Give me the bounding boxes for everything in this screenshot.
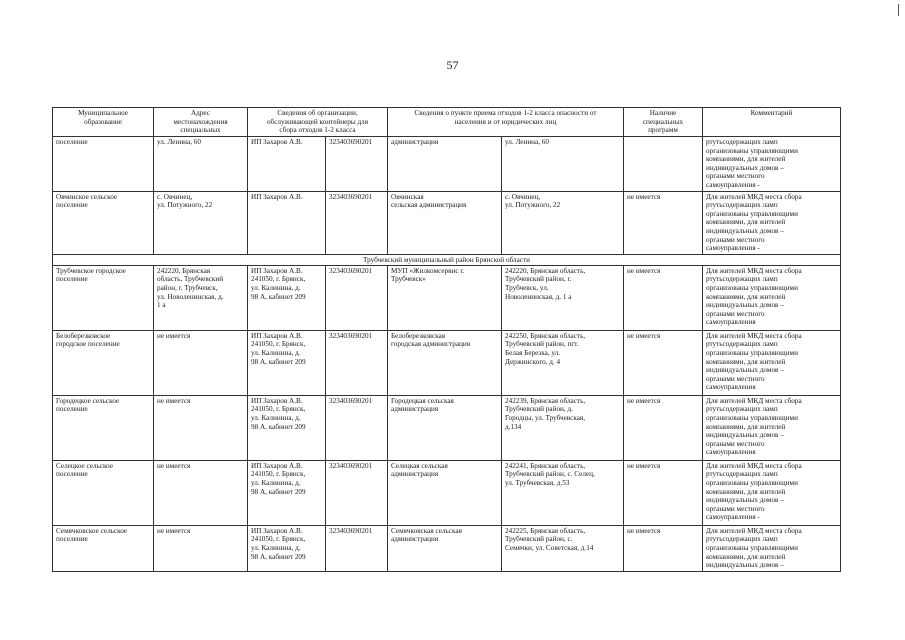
table-row (53, 265, 841, 330)
cell-municipality: Семячковское сельское поселение (53, 525, 154, 571)
cell-org-name: ИП Захаров А.В. 241050, г. Брянск, ул. Калинина, д. 98 А, кабинет 209 (248, 395, 326, 460)
cell-point-address: 242220, Брянская область, Трубчевский район, г. Трубчевск, ул. Новоленинская, д. 1 а (502, 265, 624, 330)
table-row (53, 395, 841, 460)
cell-comment: Для жителей МКД места сбора ртутьсодержащих ламп организованы управляющими компаниями, для жителей индивидуальных домов – органами местного самоуправления (703, 395, 841, 460)
cell-address: с. Овчинец, ул. Потужного, 22 (154, 191, 248, 254)
cell-point-name: Селецкая сельская администрация (388, 460, 502, 525)
table-row (53, 330, 841, 395)
cell-programs: не имеется (624, 525, 703, 571)
cell-address: не имеется (154, 460, 248, 525)
cell-org-inn: 323403690201 (326, 137, 388, 192)
cell-point-name: Семячковская сельская администрация (388, 525, 502, 571)
cell-address: не имеется (154, 330, 248, 395)
header-municipality: Муниципальное образование (53, 108, 154, 137)
cell-org-name: ИП Захаров А.В. 241050, г. Брянск, ул. Калинина, д. 98 А, кабинет 209 (248, 460, 326, 525)
cell-point-address: 242241, Брянская область, Трубчевский район, с. Селец, ул. Трубчевская, д.53 (502, 460, 624, 525)
cell-comment: Для жителей МКД места сбора ртутьсодержащих ламп организованы управляющими компаниями, для жителей индивидуальных домов – органами местного самоуправления - (703, 460, 841, 525)
cell-org-inn: 323403690201 (326, 395, 388, 460)
waste-collection-table (52, 107, 841, 572)
cell-programs: не имеется (624, 460, 703, 525)
cell-address: ул. Ленина, 60 (154, 137, 248, 192)
header-comment: Комментарий (703, 108, 841, 137)
cell-point-name: МУП «Жилкомсервис г. Трубчевск» (388, 265, 502, 330)
cell-org-inn: 323403690201 (326, 191, 388, 254)
cell-org-name: ИП Захаров А.В. 241050, г. Брянск, ул. Калинина, д. 98 А, кабинет 209 (248, 525, 326, 571)
cell-point-address: 242239, Брянская область, Трубчевский район, д. Городцы, ул. Трубчевская, д.134 (502, 395, 624, 460)
cell-org-name: ИП Захаров А.В. (248, 191, 326, 254)
cell-municipality: Городецкое сельское поселение (53, 395, 154, 460)
table-row (53, 137, 841, 192)
cell-point-address: с. Овчинец, ул. Потужного, 22 (502, 191, 624, 254)
cell-municipality: Овчинское сельское поселение (53, 191, 154, 254)
cell-comment: Для жителей МКД места сбора ртутьсодержащих ламп организованы управляющими компаниями, для жителей индивидуальных домов – органами местного самоуправления - (703, 191, 841, 254)
cell-programs: не имеется (624, 330, 703, 395)
header-organization: Сведения об организации, обслуживающей контейнеры для сбора отходов 1-2 класса (248, 108, 388, 137)
cell-municipality: Трубчевское городское поселение (53, 265, 154, 330)
cell-programs (624, 137, 703, 192)
cell-comment: Для жителей МКД места сбора ртутьсодержащих ламп организованы управляющими компаниями, для жителей индивидуальных домов – органами местного самоуправления (703, 330, 841, 395)
cell-point-address: 242225, Брянская область, Трубчевский район, с. Семячки, ул. Советская, д.14 (502, 525, 624, 571)
cell-point-name: Овчинская сельская администрация (388, 191, 502, 254)
cell-municipality: Селецкое сельское поселение (53, 460, 154, 525)
cell-programs: не имеется (624, 191, 703, 254)
cell-org-inn: 323403690201 (326, 330, 388, 395)
district-row (53, 254, 841, 265)
table-row (53, 191, 841, 254)
cell-org-inn: 323403690201 (326, 525, 388, 571)
cell-address: не имеется (154, 525, 248, 571)
cell-org-name: ИП Захаров А.В. (248, 137, 326, 192)
cell-point-address: ул. Ленина, 60 (502, 137, 624, 192)
district-heading: Трубчевский муниципальный район Брянской области (53, 254, 841, 265)
cell-comment: Для жителей МКД места сбора ртутьсодержащих ламп организованы управляющими компаниями, для жителей индивидуальных домов – органами местного самоуправления (703, 265, 841, 330)
cell-address: не имеется (154, 395, 248, 460)
cell-point-name: администрация (388, 137, 502, 192)
header-collection-point: Сведения о пункте приема отходов 1-2 класса опасности от населения и от юридических лиц (388, 108, 624, 137)
cell-comment: ртутьсодержащих ламп организованы управляющими компаниями, для жителей индивидуальных домов – органами местного самоуправления - (703, 137, 841, 192)
cell-org-inn: 323403690201 (326, 265, 388, 330)
cell-org-name: ИП Захаров А.В. 241050, г. Брянск, ул. Калинина, д. 98 А, кабинет 209 (248, 265, 326, 330)
scan-edge-mark (898, 4, 899, 16)
cell-programs: не имеется (624, 265, 703, 330)
header-programs: Наличие специальных программ (624, 108, 703, 137)
page-number: 57 (446, 58, 459, 72)
cell-point-address: 242250, Брянская область, Трубчевский район, пгт. Белая Березка, ул. Держинского, д. 4 (502, 330, 624, 395)
cell-municipality: Белоберезковское городское поселение (53, 330, 154, 395)
cell-programs: не имеется (624, 395, 703, 460)
table-header-row (53, 108, 841, 137)
cell-point-name: Белоберезковская городская администрация (388, 330, 502, 395)
header-address: Адрес местонахождения специальных (154, 108, 248, 137)
cell-address: 242220, Брянская область, Трубчевский район, г. Трубчевск, ул. Новоленинская, д. 1 а (154, 265, 248, 330)
table-row (53, 525, 841, 571)
cell-comment: Для жителей МКД места сбора ртутьсодержащих ламп организованы управляющими компаниями, для жителей индивидуальных домов – (703, 525, 841, 571)
cell-org-name: ИП Захаров А.В. 241050, г. Брянск, ул. Калинина, д. 98 А, кабинет 209 (248, 330, 326, 395)
cell-org-inn: 323403690201 (326, 460, 388, 525)
cell-municipality: поселение (53, 137, 154, 192)
table-row (53, 460, 841, 525)
cell-point-name: Городецкая сельская администрация (388, 395, 502, 460)
